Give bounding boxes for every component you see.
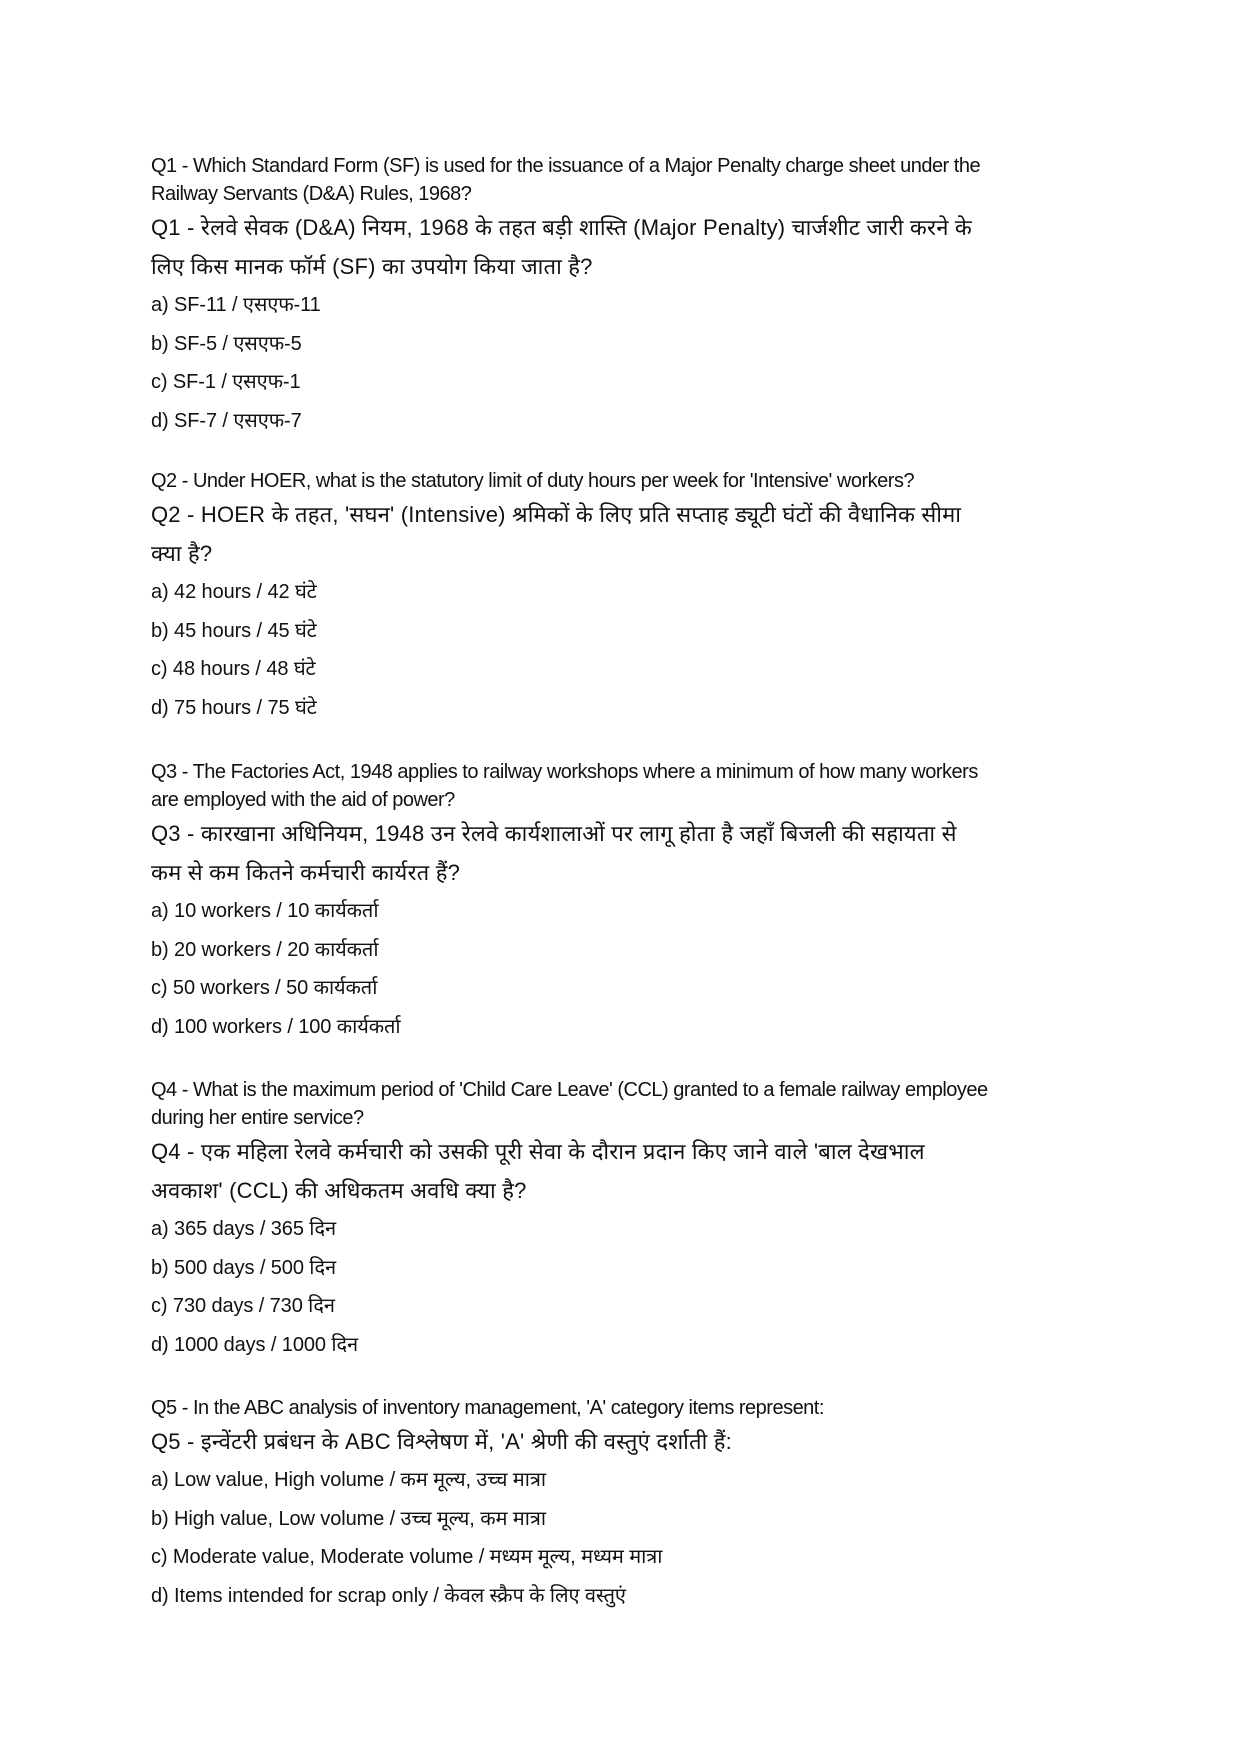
question-english-line: during her entire service? (151, 1107, 364, 1129)
option-c: c) SF-1 / एसएफ-1 (151, 371, 301, 394)
option-c: c) 50 workers / 50 कार्यकर्ता (151, 977, 378, 1000)
question-hindi-line: लिए किस मानक फॉर्म (SF) का उपयोग किया जाता है? (151, 254, 593, 279)
question-2 (151, 467, 1091, 728)
option-a: a) 365 days / 365 दिन (151, 1218, 337, 1240)
question-1 (151, 152, 1091, 441)
question-english-line: Q5 - In the ABC analysis of inventory management, 'A' category items represent: (151, 1397, 824, 1419)
question-hindi-line: अवकाश' (CCL) की अधिकतम अवधि क्या है? (151, 1178, 527, 1203)
question-3 (151, 758, 1091, 1047)
question-english-line: Q3 - The Factories Act, 1948 applies to railway workshops where a minimum of how many workers (151, 761, 978, 783)
option-b: b) High value, Low volume / उच्च मूल्य, कम मात्रा (151, 1507, 546, 1530)
question-english-line: are employed with the aid of power? (151, 789, 455, 811)
question-hindi-line: क्या है? (151, 541, 213, 566)
option-b: b) 500 days / 500 दिन (151, 1256, 337, 1279)
option-d: d) 1000 days / 1000 दिन (151, 1334, 359, 1357)
question-hindi-line: Q4 - एक महिला रेलवे कर्मचारी को उसकी पूरी सेवा के दौरान प्रदान किए जाने वाले 'बाल देखभाल (151, 1139, 925, 1164)
option-d: d) 100 workers / 100 कार्यकर्ता (151, 1016, 401, 1039)
question-hindi-line: Q1 - रेलवे सेवक (D&A) नियम, 1968 के तहत बड़ी शास्ति (Major Penalty) चार्जशीट जारी करने के (151, 215, 973, 240)
option-a: a) 10 workers / 10 कार्यकर्ता (151, 900, 379, 922)
option-c: c) 730 days / 730 दिन (151, 1295, 335, 1318)
option-b: b) 20 workers / 20 कार्यकर्ता (151, 938, 379, 961)
question-hindi-line: कम से कम कितने कर्मचारी कार्यरत हैं? (151, 860, 461, 885)
question-hindi-line: Q3 - कारखाना अधिनियम, 1948 उन रेलवे कार्यशालाओं पर लागू होता है जहाँ बिजली की सहायता से (151, 821, 957, 846)
option-b: b) 45 hours / 45 घंटे (151, 619, 317, 642)
option-c: c) Moderate value, Moderate volume / मध्यम मूल्य, मध्यम मात्रा (151, 1546, 663, 1569)
question-english-line: Q4 - What is the maximum period of 'Child Care Leave' (CCL) granted to a female railway employee (151, 1079, 988, 1101)
question-5 (151, 1394, 1091, 1616)
option-a: a) Low value, High volume / कम मूल्य, उच्च मात्रा (151, 1469, 546, 1491)
option-a: a) SF-11 / एसएफ-11 (151, 294, 321, 316)
question-english-line: Railway Servants (D&A) Rules, 1968? (151, 183, 472, 205)
option-b: b) SF-5 / एसएफ-5 (151, 332, 302, 355)
question-english-line: Q2 - Under HOER, what is the statutory limit of duty hours per week for 'Intensive' workers? (151, 470, 915, 492)
option-d: d) SF-7 / एसएफ-7 (151, 410, 302, 433)
option-d: d) 75 hours / 75 घंटे (151, 697, 317, 720)
question-4 (151, 1076, 1091, 1365)
question-hindi-line: Q2 - HOER के तहत, 'सघन' (Intensive) श्रमिकों के लिए प्रति सप्ताह ड्यूटी घंटों की वैधानिक सीमा (151, 502, 962, 527)
option-c: c) 48 hours / 48 घंटे (151, 658, 316, 681)
question-hindi-line: Q5 - इन्वेंटरी प्रबंधन के ABC विश्लेषण में, 'A' श्रेणी की वस्तुएं दर्शाती हैं: (151, 1429, 732, 1454)
option-a: a) 42 hours / 42 घंटे (151, 581, 317, 603)
option-d: d) Items intended for scrap only / केवल स्क्रैप के लिए वस्तुएं (151, 1585, 626, 1608)
question-english-line: Q1 - Which Standard Form (SF) is used for the issuance of a Major Penalty charge sheet under the (151, 155, 981, 177)
